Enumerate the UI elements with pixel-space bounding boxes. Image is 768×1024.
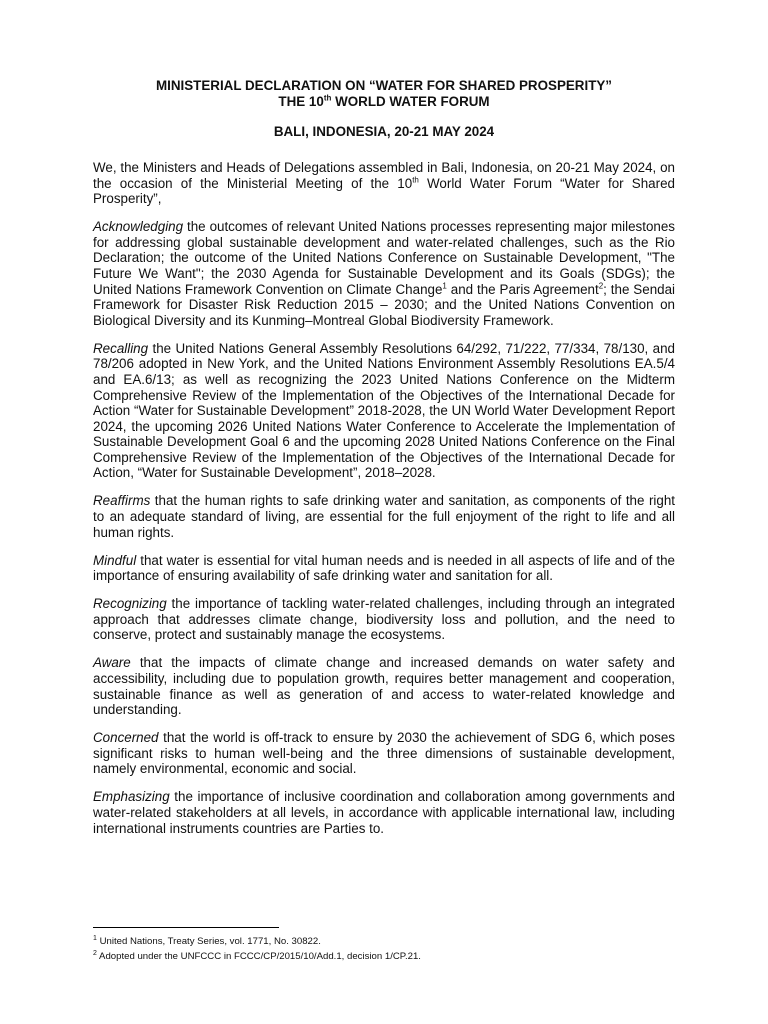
declaration-title bbox=[93, 78, 675, 110]
place-date: BALI, INDONESIA, 20-21 MAY 2024 bbox=[273, 124, 495, 139]
footnote-ref-2: 2 bbox=[598, 281, 604, 291]
document-body bbox=[93, 78, 675, 848]
paragraph-emphasizing: Emphasizing the importance of inclusive coordination and collaboration among governments and water-related stakeholders at all levels, in accordance with applicable international law, including international instruments countries are Parties to. bbox=[93, 789, 675, 836]
title-line-2: THE 10th WORLD WATER FORUM bbox=[278, 93, 490, 109]
paragraph-recognizing: Recognizing the importance of tackling water-related challenges, including through an integrated approach that addresses climate change, biodiversity loss and pollution, and the need to conserve, protect and sustainably manage the ecosystems. bbox=[93, 596, 675, 643]
title-line-1: MINISTERIAL DECLARATION ON “WATER FOR SHARED PROSPERITY” bbox=[155, 78, 613, 93]
footnote-divider bbox=[93, 927, 279, 928]
paragraph-aware: Aware that the impacts of climate change and increased demands on water safety and accessibility, including due to population growth, requires better management and cooperation, sustainable finance as well as generation of and access to water-related knowledge and understanding. bbox=[93, 655, 675, 718]
paragraph-concerned: Concerned that the world is off-track to ensure by 2030 the achievement of SDG 6, which poses significant risks to human well-being and the three dimensions of sustainable development, namely environmental, economic and social. bbox=[93, 730, 675, 777]
paragraph-acknowledging: Acknowledging the outcomes of relevant United Nations processes representing major milestones for addressing global sustainable development and water-related challenges, such as the Rio Declaration; the outcome of the United Nations Conference on Sustainable Development, "The Future We Want"; the 2030 Agenda for Sustainable Development and its Goals (SDGs); the United Nations Framework Convention on Climate Change$^1$ and the Paris Agreement$^2$; the Sendai Framework for Disaster Risk Reduction 2015 – 2030; and the United Nations Convention on Biological Diversity and its Kunming–Montreal Global Biodiversity Framework. bbox=[93, 219, 676, 328]
footnote-1: $^1$ United Nations, Treaty Series, vol. 1771, No. 30822. bbox=[93, 934, 321, 947]
paragraph-recalling: Recalling the United Nations General Assembly Resolutions 64/292, 71/222, 77/334, 78/130, and 78/206 adopted in New York, and the United Nations Environment Assembly Resolutions EA.5/4 and EA.6/13; as well as recognizing the 2023 United Nations Conference on the Midterm Comprehensive Review of the Implementation of the Objectives of the International Decade for Action “Water for Sustainable Development” 2018-2028, the UN World Water Development Report 2024, the upcoming 2026 United Nations Water Conference to Accelerate the Implementation of Sustainable Development Goal 6 and the upcoming 2028 United Nations Conference on the Final Comprehensive Review of the Implementation of the Objectives of the International Decade for Action, “Water for Sustainable Development”, 2018–2028. bbox=[93, 340, 675, 481]
paragraph-reaffirms: Reaffirms that the human rights to safe drinking water and sanitation, as components of the right to an adequate standard of living, are essential for the full enjoyment of the right to life and all human rights. bbox=[93, 493, 675, 540]
footnote-2: $^2$ Adopted under the UNFCCC in FCCC/CP/2015/10/Add.1, decision 1/CP.21. bbox=[93, 949, 421, 962]
footnotes bbox=[93, 934, 675, 964]
footnote-ref-1: 1 bbox=[442, 281, 447, 291]
paragraph-mindful: Mindful that water is essential for vital human needs and is needed in all aspects of life and of the importance of ensuring availability of safe drinking water and sanitation for all. bbox=[93, 552, 675, 584]
preamble-paragraph: We, the Ministers and Heads of Delegations assembled in Bali, Indonesia, on 20-21 May 2024, on the occasion of the Ministerial Meeting of the 10th World Water Forum “Water for Shared Prosperity”, bbox=[93, 160, 675, 207]
